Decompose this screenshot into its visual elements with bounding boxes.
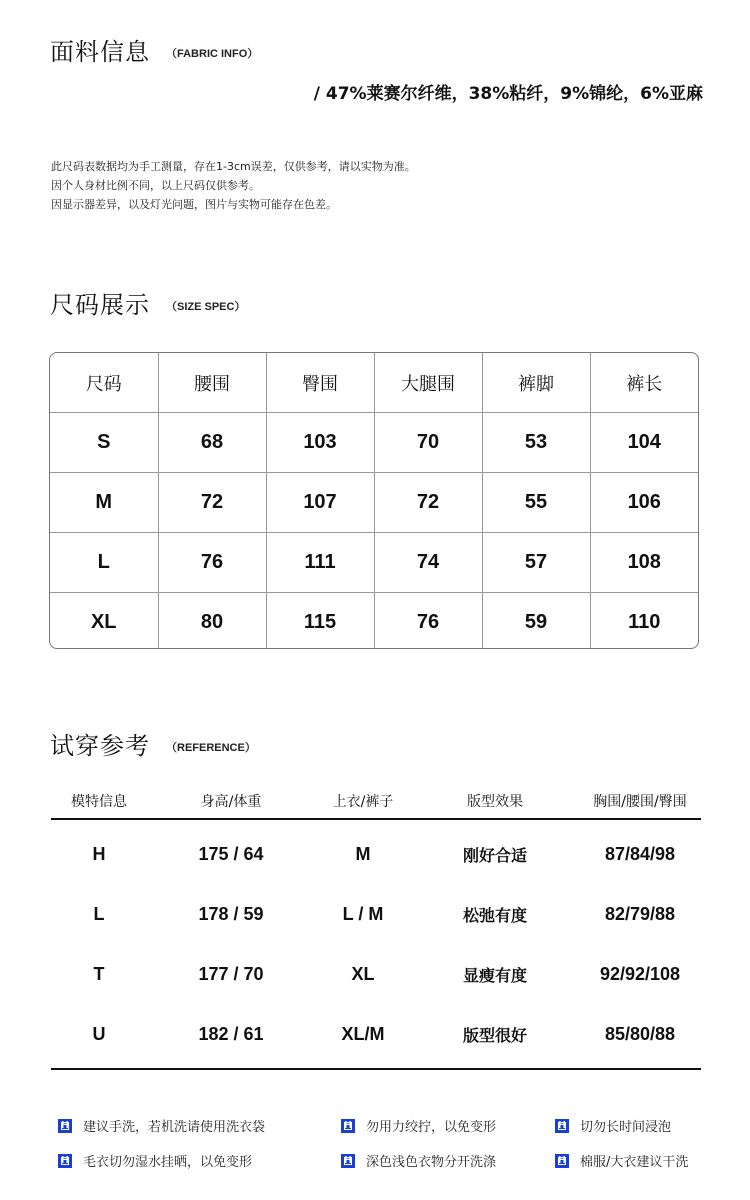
- size-table: [49, 352, 699, 649]
- top-bottom-size: XL: [351, 963, 375, 984]
- height-weight: 178 / 59: [198, 903, 264, 924]
- reference-row: [51, 944, 701, 1004]
- model-name: U: [92, 1023, 106, 1044]
- size-cell: M: [50, 473, 158, 533]
- size-cell: L: [50, 533, 158, 593]
- care-item: [341, 1116, 496, 1135]
- size-cell: 55: [482, 473, 590, 533]
- size-cell: S: [50, 413, 158, 473]
- model-name: L: [93, 903, 105, 924]
- care-text: 毛衣切勿湿水挂晒，以免变形: [83, 1155, 253, 1170]
- size-table-row: [50, 593, 698, 650]
- size-cell: 72: [374, 473, 482, 533]
- size-header-cell: 腰围: [158, 353, 266, 413]
- note-line: 因显示器差异，以及灯光问题，图片与实物可能存在色差。: [51, 198, 337, 211]
- size-cell: 76: [158, 533, 266, 593]
- care-label-icon: H: [58, 1154, 72, 1168]
- size-cell: 104: [590, 413, 698, 473]
- reference-row: [51, 824, 701, 884]
- care-item: [555, 1116, 671, 1135]
- top-bottom-size: XL/M: [341, 1023, 385, 1044]
- reference-header-cell: 模特信息: [71, 794, 127, 810]
- care-label-icon: H: [341, 1119, 355, 1133]
- size-header-cell: 臀围: [266, 353, 374, 413]
- size-cell: 57: [482, 533, 590, 593]
- care-text: 棉服/大衣建议干洗: [580, 1155, 689, 1170]
- size-cell: 59: [482, 593, 590, 650]
- note-line: 此尺码表数据均为手工测量，存在1-3cm误差，仅供参考，请以实物为准。: [51, 160, 416, 173]
- note-line: 因个人身材比例不同，以上尺码仅供参考。: [51, 179, 260, 192]
- care-label-icon: H: [58, 1119, 72, 1133]
- size-header-cell: 裤长: [590, 353, 698, 413]
- reference-row: [51, 884, 701, 944]
- care-label-icon: H: [555, 1119, 569, 1133]
- reference-section-title: 试穿参考: [50, 732, 150, 760]
- reference-bottom-rule: [51, 1068, 701, 1070]
- size-section-subtitle: （SIZE SPEC）: [166, 301, 246, 313]
- height-weight: 175 / 64: [198, 843, 264, 864]
- care-label-icon: H: [341, 1154, 355, 1168]
- care-text: 切勿长时间浸泡: [580, 1120, 672, 1135]
- size-table-row: [50, 473, 698, 533]
- care-label-icon: H: [555, 1154, 569, 1168]
- size-cell: 74: [374, 533, 482, 593]
- model-name: H: [92, 843, 106, 864]
- size-table-row: [50, 533, 698, 593]
- height-weight: 182 / 61: [198, 1023, 264, 1044]
- care-item: [555, 1151, 688, 1170]
- body-measurements: 85/80/88: [604, 1023, 676, 1044]
- care-item: [341, 1151, 496, 1170]
- reference-row: [51, 1004, 701, 1064]
- size-cell: 107: [266, 473, 374, 533]
- reference-header-cell: 版型效果: [467, 794, 523, 810]
- reference-header-row: [51, 784, 701, 820]
- size-cell: 80: [158, 593, 266, 650]
- fabric-section-subtitle: （FABRIC INFO）: [166, 48, 259, 60]
- size-cell: 76: [374, 593, 482, 650]
- measurement-notes: [51, 157, 416, 214]
- fit-effect: 松弛有度: [462, 905, 527, 925]
- size-cell: 68: [158, 413, 266, 473]
- size-cell: XL: [50, 593, 158, 650]
- size-header-cell: 尺码: [50, 353, 158, 413]
- fit-effect: 显瘦有度: [462, 965, 527, 985]
- size-table-row: [50, 413, 698, 473]
- size-cell: 72: [158, 473, 266, 533]
- reference-section-subtitle: （REFERENCE）: [166, 742, 256, 754]
- size-cell: 103: [266, 413, 374, 473]
- body-measurements: 92/92/108: [599, 963, 681, 984]
- model-name: T: [93, 963, 105, 984]
- fit-effect: 版型很好: [462, 1025, 527, 1045]
- body-measurements: 87/84/98: [604, 843, 676, 864]
- size-cell: 115: [266, 593, 374, 650]
- size-header-cell: 大腿围: [374, 353, 482, 413]
- top-bottom-size: M: [355, 843, 371, 864]
- size-cell: 110: [628, 611, 661, 633]
- size-header-cell: 裤脚: [482, 353, 590, 413]
- size-section-title: 尺码展示: [50, 291, 150, 319]
- reference-header-cell: 身高/体重: [200, 794, 262, 810]
- care-text: 深色浅色衣物分开洗涤: [366, 1155, 497, 1170]
- fit-effect: 刚好合适: [462, 845, 527, 865]
- size-cell: 111: [266, 533, 374, 593]
- care-text: 建议手洗，若机洗请使用洗衣袋: [83, 1120, 266, 1135]
- size-cell: 53: [482, 413, 590, 473]
- fabric-section-title: 面料信息: [50, 38, 150, 66]
- height-weight: 177 / 70: [198, 963, 264, 984]
- care-item: [58, 1116, 265, 1135]
- size-table-header-row: [50, 353, 698, 413]
- reference-header-cell: 胸围/腰围/臀围: [593, 794, 687, 810]
- reference-table: [51, 784, 701, 1070]
- care-item: [58, 1151, 252, 1170]
- top-bottom-size: L / M: [342, 903, 384, 924]
- size-cell: 108: [590, 533, 698, 593]
- fabric-composition: / 47%莱赛尔纤维，38%粘纤，9%锦纶，6%亚麻: [313, 84, 703, 104]
- reference-header-cell: 上衣/裤子: [332, 794, 394, 810]
- size-cell: 70: [374, 413, 482, 473]
- size-cell: 106: [590, 473, 698, 533]
- body-measurements: 82/79/88: [604, 903, 676, 924]
- care-text: 勿用力绞拧，以免变形: [366, 1120, 497, 1135]
